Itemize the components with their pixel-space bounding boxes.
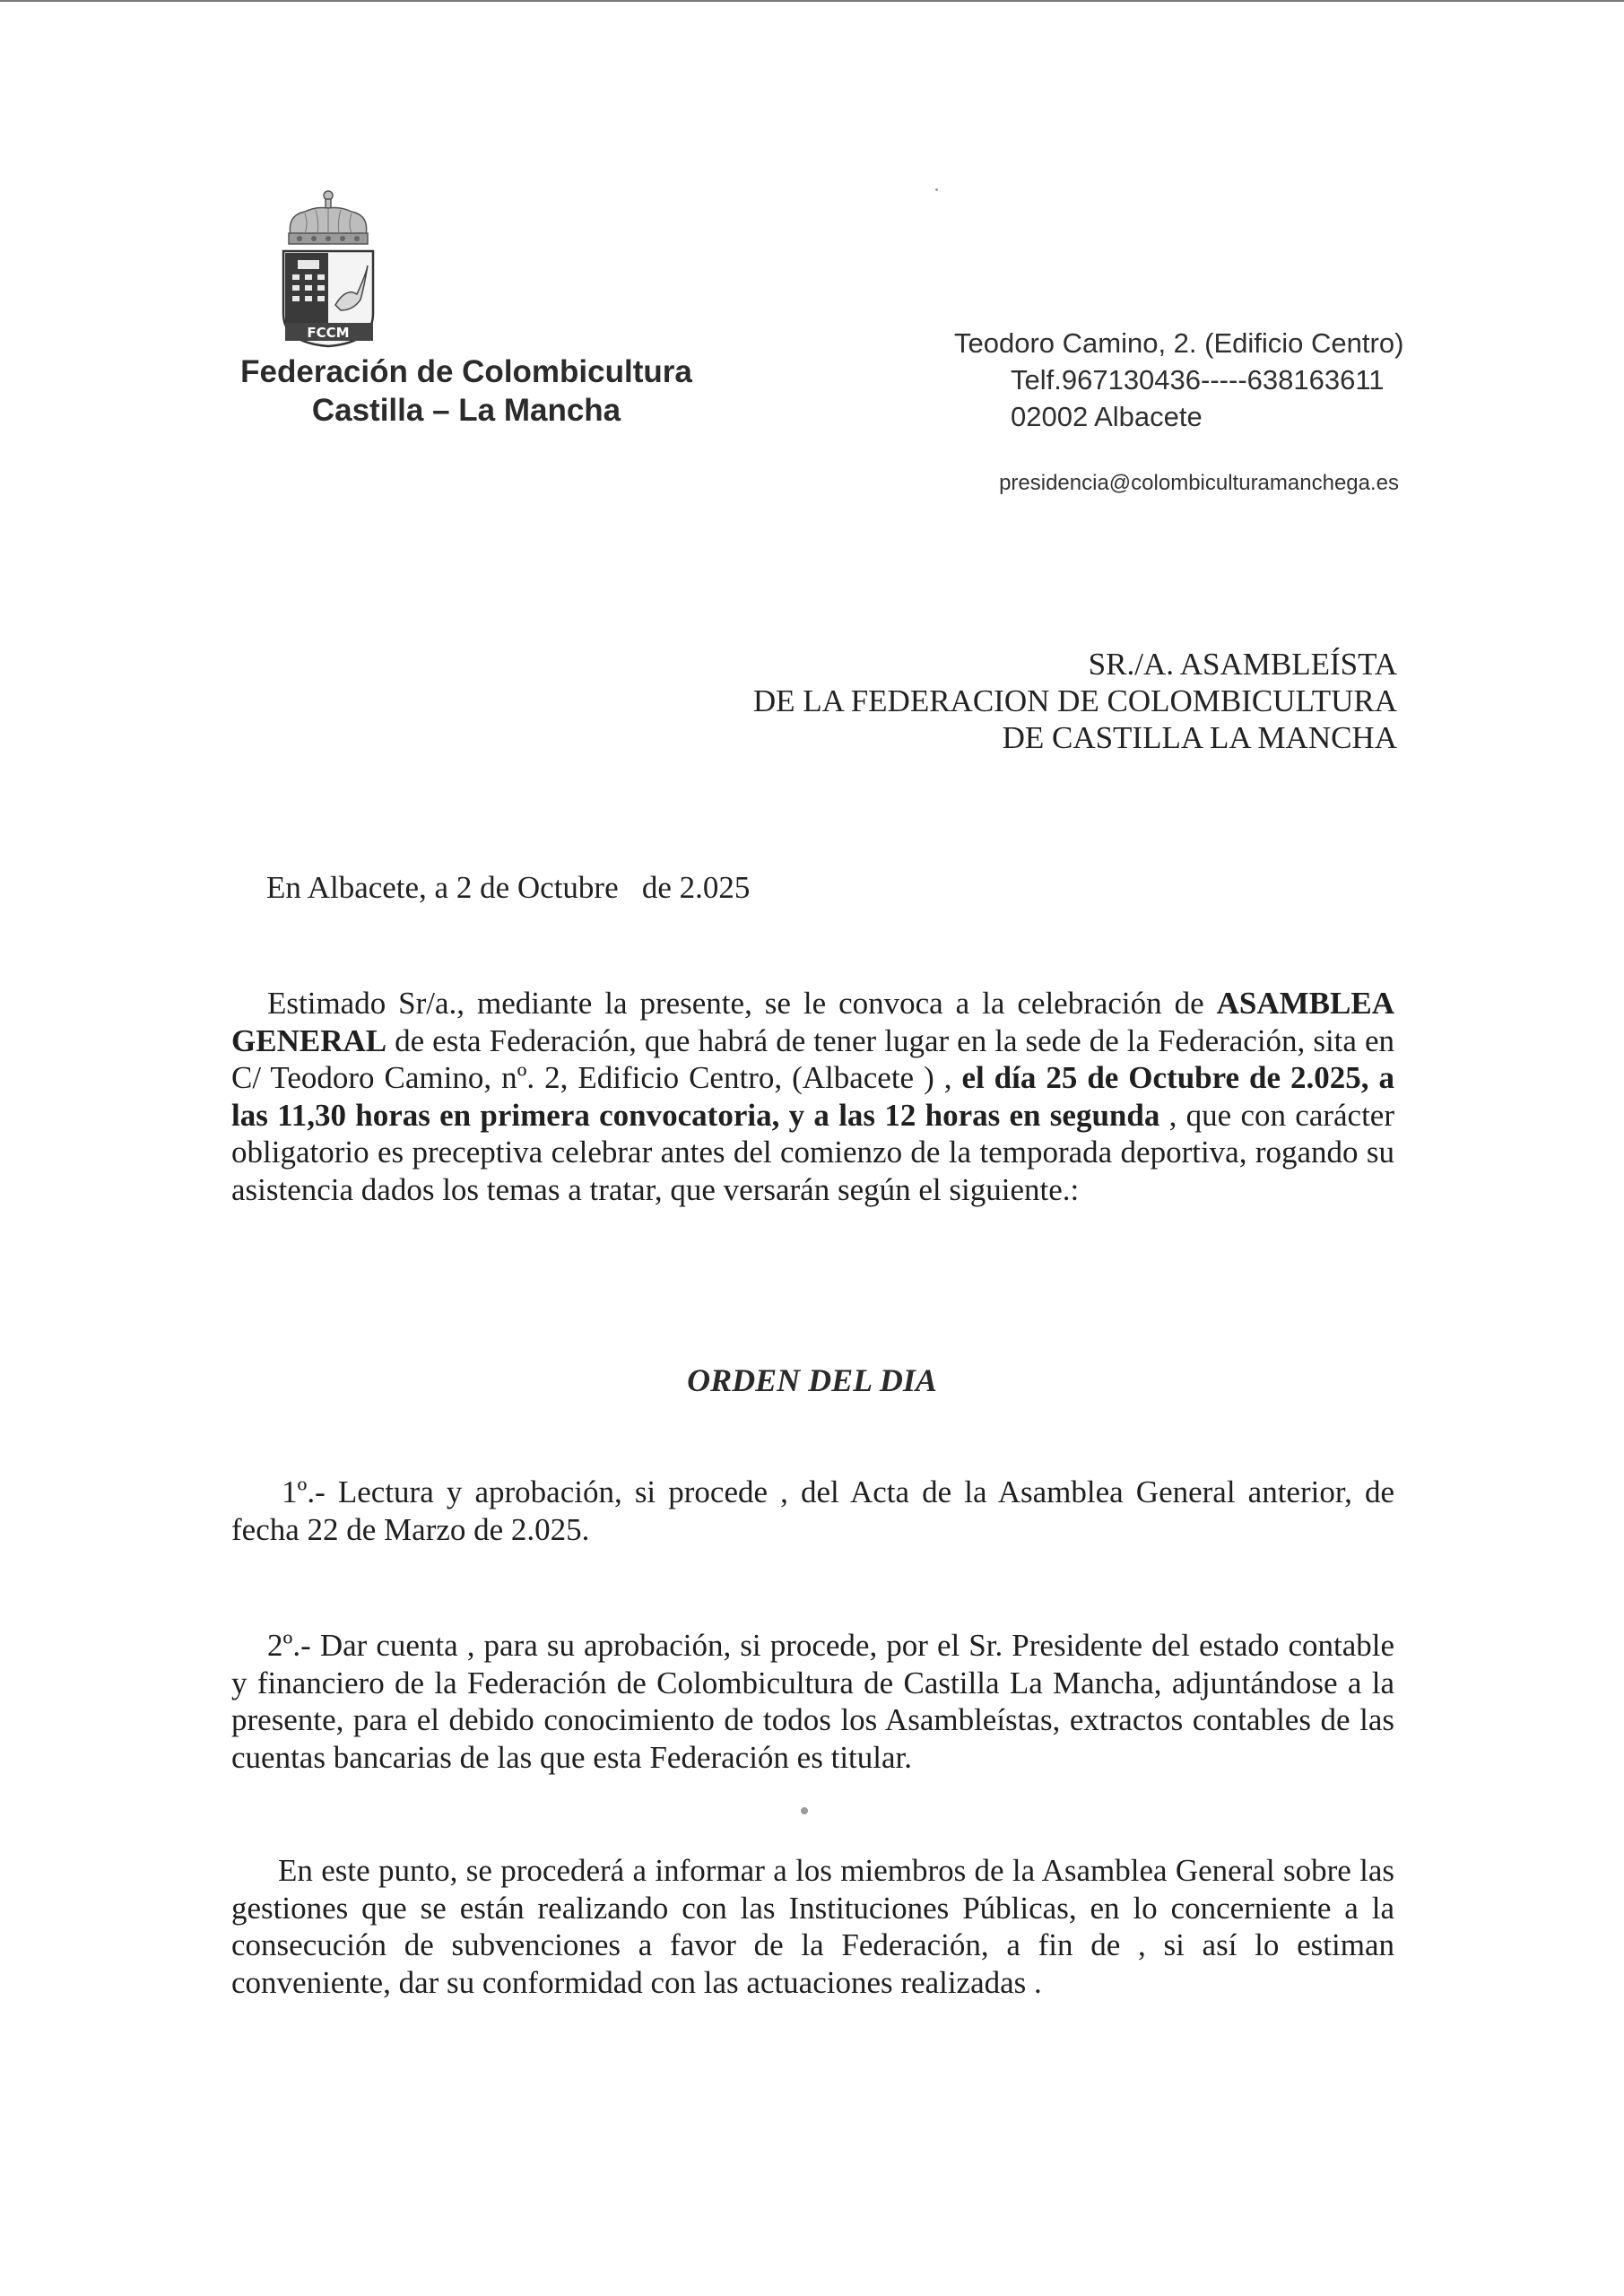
agenda-item-2-note-text: En este punto, se procederá a informar a los miembros de la Asamblea General sobre las gestiones que se están realizando con las Instituciones Públicas, en lo concerniente a la consecución de subvenciones a favor de la Federación, a fin de , si así lo estiman conveniente, dar su conformidad con las actuaciones realizadas . — [231, 1853, 1394, 2000]
convocation-text-3: , que con carácter obligatorio es preceptiva celebrar antes del comienzo de la temporada deportiva, rogando su asistencia dados los temas a tratar, que versarán según el siguiente.: — [231, 1097, 1394, 1207]
recipient-line1: SR./A. ASAMBLEÍSTA — [1088, 647, 1397, 682]
contact-address: Teodoro Camino, 2. (Edificio Centro) — [954, 327, 1404, 359]
convocation-text-1: Estimado Sr/a., mediante la presente, se le convoca a la celebración de — [267, 986, 1217, 1021]
agenda-item-2-text: 2º.- Dar cuenta , para su aprobación, si procede, por el Sr. Presidente del estado contable y financiero de la Federación de Colombicultura de Castilla La Mancha, adjuntándose a la presente, para el debido conocimiento de todos los Asambleístas, extractos contables de las cuentas bancarias de las que esta Federación es titular. — [231, 1628, 1394, 1775]
recipient-line2: DE LA FEDERACION DE COLOMBICULTURA — [752, 683, 1397, 718]
scan-speck — [801, 1807, 808, 1814]
crest-letters: FCCM — [307, 325, 350, 341]
scan-speck — [935, 188, 938, 191]
page-top-border — [0, 0, 1624, 2]
federation-crest-logo — [278, 188, 378, 350]
recipient-block — [628, 646, 1397, 756]
agenda-item-1 — [231, 1474, 1394, 1548]
organization-name-line2: Castilla – La Mancha — [311, 393, 621, 428]
contact-block — [933, 325, 1417, 435]
letter-date: En Albacete, a 2 de Octubre de 2.025 — [266, 870, 751, 905]
agenda-item-2 — [231, 1627, 1394, 1776]
contact-city: 02002 Albacete — [1011, 401, 1203, 432]
convocation-bold-2: el día 25 de Octubre de 2.025, a las 11,30 horas en primera convocatoria, y a las 12 horas en segunda — [231, 1060, 1395, 1133]
agenda-item-1-text: 1º.- Lectura y aprobación, si procede , del Acta de la Asamblea General anterior, de fecha 22 de Marzo de 2.025. — [231, 1474, 1394, 1547]
organization-name — [215, 352, 717, 430]
organization-name-line1: Federación de Colombicultura — [240, 354, 692, 389]
convocation-paragraph — [231, 985, 1394, 1208]
contact-phone: Telf.967130436-----638163611 — [1011, 364, 1385, 396]
agenda-item-2-note — [231, 1852, 1394, 2001]
recipient-line3: DE CASTILLA LA MANCHA — [1002, 720, 1397, 755]
convocation-text-2: de esta Federación, que habrá de tener lugar en la sede de la Federación, sita en C/ Teodoro Camino, nº. 2, Edificio Centro, (Albacete ) , — [231, 1022, 1394, 1095]
contact-email: presidencia@colombiculturamanchega.es — [999, 471, 1399, 495]
agenda-title: ORDEN DEL DIA — [687, 1362, 937, 1398]
convocation-bold-1: ASAMBLEA GENERAL — [231, 986, 1394, 1058]
